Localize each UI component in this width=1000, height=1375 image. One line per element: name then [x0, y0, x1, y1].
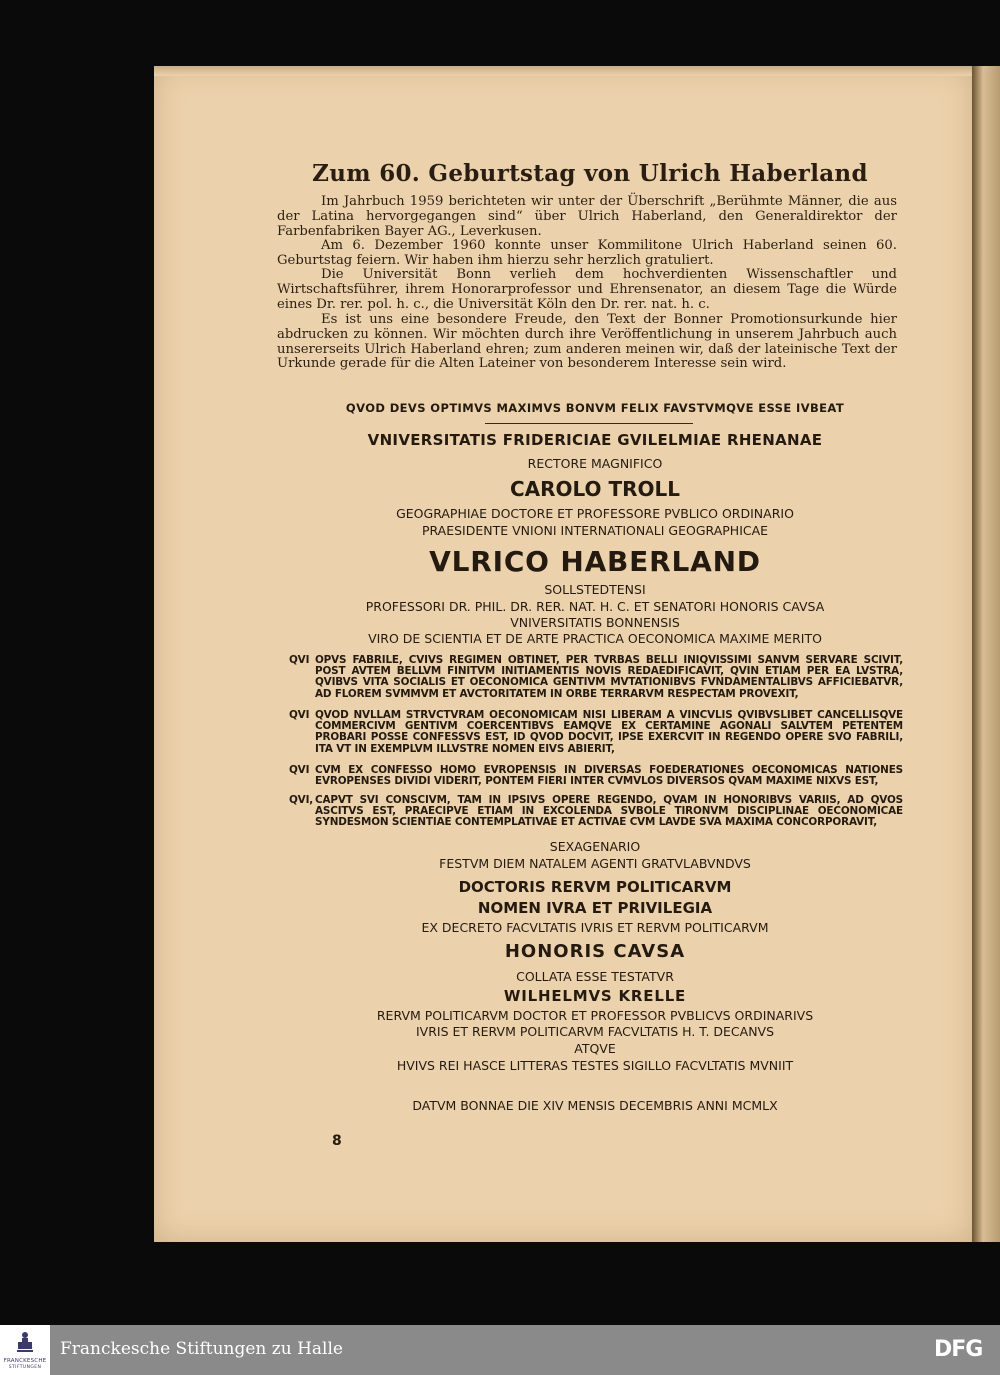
institution-name: Franckesche Stiftungen zu Halle [60, 1339, 343, 1359]
qui-text: QVOD NVLLAM STRVCTVRAM OECONOMICAM NISI LIBERAM A VINCVLIS QVIBVSLIBET CANCELLISQVE COMMERCIVM GENTIVM COERCENTIBVS EAMQVE EX CERTAMINE AGONALI SALVTEM PETENTEM PROBARI POSSE CONFESSVS EST, ID QVOD DOCVIT, IPSE EXERCVIT IN REGENDO OPERE SVO FABRILI, ITA VT IN EXEMPLVM ILLVSTRE NOMEN EIVS ABIERIT, [315, 709, 903, 755]
diploma-festum: FESTVM DIEM NATALEM AGENTI GRATVLABVNDVS [439, 856, 751, 871]
diploma-doctoris: DOCTORIS RERVM POLITICARVM [458, 878, 732, 896]
dfg-logo[interactable]: DFG [934, 1337, 983, 1362]
article-paragraph: Die Universität Bonn verlieh dem hochverdienten Wissenschaftler und Wirtschaftsführer, ihrem Honorarprofessor und Ehrensenator, an diesem Tage die Würde eines Dr. rer. pol. h. c., die Universität Köln den Dr. rer. nat. h. c. [277, 267, 897, 312]
qui-lead: QVI [289, 654, 310, 666]
qui-text: CVM EX CONFESSO HOMO EVROPENSIS IN DIVERSAS FOEDERATIONES OECONOMICAS NATIONES EVROPENSES DIVIDI VIDERIT, PONTEM FIERI INTER CVMVLOS DIVERSOS QVAM MAXIME NIXVS EST, [315, 764, 903, 788]
diploma-university: VNIVERSITATIS FRIDERICIAE GVILELMIAE RHENANAE [367, 431, 823, 449]
diploma-collata: COLLATA ESSE TESTATVR [516, 969, 674, 984]
diploma-invocation: QVOD DEVS OPTIMVS MAXIMVS BONVM FELIX FAVSTVMQVE ESSE IVBEAT [345, 401, 845, 415]
diploma-honoris-causa: HONORIS CAVSA [504, 941, 686, 962]
diploma-sexagenario: SEXAGENARIO [549, 839, 641, 854]
diploma-honoree: VLRICO HABERLAND [429, 545, 761, 578]
diploma-qui-clause [289, 795, 903, 829]
qui-lead: QVI, [289, 794, 314, 806]
diploma-atqve: ATQVE [574, 1041, 616, 1056]
qui-text: OPVS FABRILE, CVIVS REGIMEN OBTINET, PER TVRBAS BELLI INIQVISSIMI SANVM SERVARE SCIVIT, POST AVTEM BELLVM FINITVM INITIAMENTIS NOVIS REDAEDIFICAVIT, QVIN ETIAM PER EA LVSTRA, QVIBVS VITA SOCIALIS ET OECONOMICA GENTIVM MVTATIONIBVS FVNDAMENTALIBVS AFFICIEBATVR, AD FLOREM SVMMVM ET AVCTORITATEM IN ORBE TERRARVM RESPECTAM PROVEXIT, [315, 654, 903, 700]
article-paragraph: Im Jahrbuch 1959 berichteten wir unter der Überschrift „Berühmte Männer, die aus der Latina hervorgegangen sind“ über Ulrich Haberland, den Generaldirektor der Farbenfabriken Bayer AG., Leverkusen. [277, 194, 897, 239]
viewer-footer-bar [0, 1325, 1000, 1375]
diploma-ex-decreto: EX DECRETO FACVLTATIS IVRIS ET RERVM POLITICARVM [421, 920, 769, 935]
diploma-rector-title: GEOGRAPHIAE DOCTORE ET PROFESSORE PVBLICO ORDINARIO [396, 506, 794, 521]
page-number: 8 [332, 1133, 342, 1149]
qui-text: CAPVT SVI CONSCIVM, TAM IN IPSIVS OPERE REGENDO, QVAM IN HONORIBVS VARIIS, AD QVOS ASCITVS EST, PRAECIPVE ETIAM IN EXCOLENDA SVBOLE TIRONVM DISCIPLINAE OECONOMICAE SYNDESMON SCIENTIAE CONTEMPLATIVAE ET ACTIVAE CVM LAVDE SVA MAXIMA CONCORPORAVIT, [315, 794, 903, 829]
page-shading [154, 66, 972, 76]
qui-lead: QVI [289, 764, 310, 776]
diploma-dean-title: IVRIS ET RERVM POLITICARVM FACVLTATIS H. T. DECANVS [415, 1024, 775, 1039]
diploma-nomen: NOMEN IVRA ET PRIVILEGIA [477, 899, 713, 917]
orphanage-emblem-icon [17, 1331, 33, 1353]
diploma-honoree-title: VNIVERSITATIS BONNENSIS [510, 615, 680, 630]
diploma-rector-title: PRAESIDENTE VNIONI INTERNATIONALI GEOGRAPHICAE [421, 523, 769, 538]
article-title: Zum 60. Geburtstag von Ulrich Haberland [312, 160, 868, 187]
diploma-datum: DATVM BONNAE DIE XIV MENSIS DECEMBRIS ANNI MCMLX [412, 1098, 778, 1113]
qui-lead: QVI [289, 709, 310, 721]
diploma-rector-name: CAROLO TROLL [509, 477, 681, 501]
diploma-origin: SOLLSTEDTENSI [544, 582, 646, 597]
logo-text: STIFTUNGEN [8, 1365, 42, 1370]
diploma-honoree-title: PROFESSORI DR. PHIL. DR. RER. NAT. H. C. ET SENATORI HONORIS CAVSA [365, 599, 825, 614]
diploma-rector-label: RECTORE MAGNIFICO [527, 456, 663, 471]
diploma-qui-clause [289, 710, 903, 755]
logo-text: FRANCKESCHE [3, 1358, 47, 1364]
next-page-edge [972, 66, 1000, 1242]
article-paragraph: Am 6. Dezember 1960 konnte unser Kommilitone Ulrich Haberland seinen 60. Geburtstag feiern. Wir haben ihm hierzu sehr herzlich gratuliert. [277, 238, 897, 268]
diploma-hvivs: HVIVS REI HASCE LITTERAS TESTES SIGILLO FACVLTATIS MVNIIT [396, 1058, 794, 1073]
diploma-divider [485, 423, 693, 424]
diploma-honoree-title: VIRO DE SCIENTIA ET DE ARTE PRACTICA OECONOMICA MAXIME MERITO [368, 631, 822, 646]
diploma-qui-clause [289, 655, 903, 700]
franckesche-logo[interactable] [0, 1325, 50, 1375]
diploma-dean-title: RERVM POLITICARVM DOCTOR ET PROFESSOR PVBLICVS ORDINARIVS [376, 1008, 814, 1023]
diploma-dean-name: WILHELMVS KRELLE [503, 987, 687, 1005]
diploma-qui-clause [289, 765, 903, 787]
article-paragraph: Es ist uns eine besondere Freude, den Text der Bonner Promotionsurkunde hier abdrucken zu können. Wir möchten durch ihre Veröffentlichung in unserem Jahrbuch auch unsererseits Ulrich Haberland ehren; zum anderen meinen wir, daß der lateinische Text der Urkunde gerade für die Alten Lateiner von besonderem Interesse sein wird. [277, 312, 897, 372]
